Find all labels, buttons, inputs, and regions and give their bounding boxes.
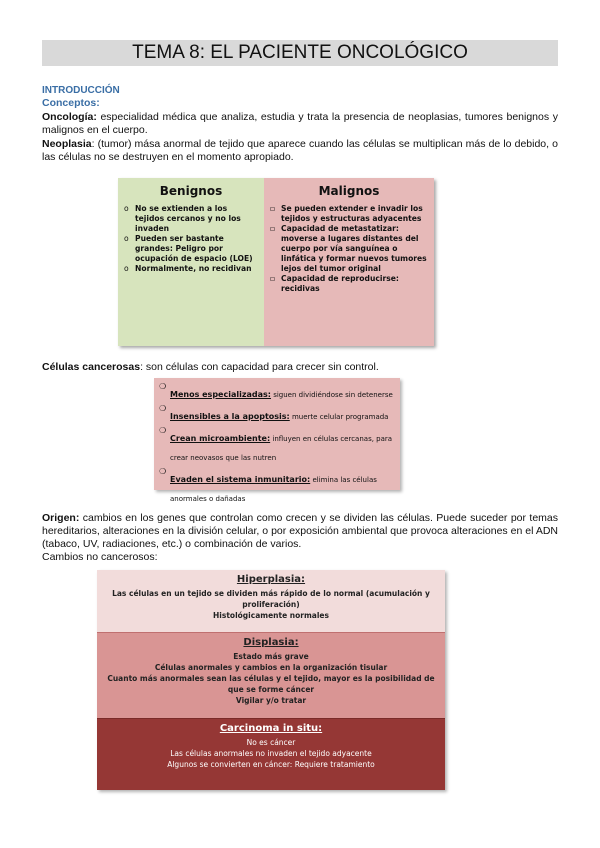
displasia-line: Células anormales y cambios en la organización tisular xyxy=(154,663,388,672)
page-title: TEMA 8: EL PACIENTE ONCOLÓGICO xyxy=(42,40,558,66)
benignos-item: o No se extienden a los tejidos cercanos y no los invaden xyxy=(124,204,241,233)
displasia-line: Vigilar y/o tratar xyxy=(235,696,307,705)
benign-malignant-table xyxy=(118,178,434,346)
section-heading-introduccion: INTRODUCCIÓN xyxy=(42,85,120,96)
paragraph-neoplasia xyxy=(42,138,558,164)
malignos-item: ▫ Capacidad de reproducirse: recidivas xyxy=(270,274,399,293)
square-bullet-icon: ▫ xyxy=(270,224,276,233)
displasia-title: Displasia: xyxy=(243,637,299,648)
displasia-line: Cuanto más anormales sean las células y el tejido, mayor es la posibilidad de que se forme cáncer xyxy=(107,674,435,694)
cancer-cell-feature: ❍ Crean microambiente: influyen en células cercanas, para crear neovasos que las nutren xyxy=(159,426,393,462)
displasia-line: Estado más grave xyxy=(233,652,309,661)
hiperplasia-line: Las células en un tejido se dividen más rápido de lo normal (acumulación y proliferación) xyxy=(112,589,430,609)
benignos-item: o Normalmente, no recidivan xyxy=(124,264,252,273)
paragraph-origen xyxy=(42,512,558,551)
carcinoma-in-situ-title: Carcinoma in situ: xyxy=(219,723,323,734)
hiperplasia-title: Hiperplasia: xyxy=(236,574,306,585)
malignos-column xyxy=(264,178,434,346)
paragraph-oncologia xyxy=(42,111,558,137)
definition-oncologia: especialidad médica que analiza, estudia y trata la presencia de neoplasias, tumores benignos y malignos en el cuerpo. xyxy=(42,111,558,136)
paragraph-celulas-cancerosas xyxy=(42,361,558,374)
definition-celulas-cancerosas: : son células con capacidad para crecer sin control. xyxy=(140,361,379,373)
circle-bullet-icon: o xyxy=(124,204,129,213)
carcinoma-in-situ-line: No es cáncer xyxy=(246,738,296,747)
hiperplasia-line: Histológicamente normales xyxy=(213,611,329,620)
bullet-icon: ❍ xyxy=(159,382,167,391)
cancer-cell-feature: ❍ Menos especializadas: siguen dividiéndose sin detenerse xyxy=(159,382,393,399)
benignos-title: Benignos xyxy=(159,184,223,198)
cambios-label: Cambios no cancerosos: xyxy=(42,551,158,563)
carcinoma-in-situ-line: Las células anormales no invaden el tejido adyacente xyxy=(170,749,372,758)
bullet-icon: ❍ xyxy=(159,404,167,413)
term-neoplasia: Neoplasia xyxy=(42,138,92,150)
definition-neoplasia: : (tumor) mása anormal de tejido que aparece cuando las células se multiplican más de lo debido, o las células no se destruyen en el momento apropiado. xyxy=(42,138,558,163)
subheading-conceptos: Conceptos: xyxy=(42,97,100,109)
displasia-block xyxy=(97,632,445,718)
cancer-cell-feature: ❍ Evaden el sistema inmunitario: elimina las células anormales o dañadas xyxy=(159,467,377,503)
cancer-cells-box xyxy=(154,378,400,503)
benignos-column xyxy=(118,178,264,346)
benignos-item: o Pueden ser bastante grandes: Peligro por ocupación de espacio (LOE) xyxy=(124,234,253,263)
cancer-cell-feature: ❍ Insensibles a la apoptosis: muerte celular programada xyxy=(159,404,389,421)
square-bullet-icon: ▫ xyxy=(270,274,276,283)
malignos-title: Malignos xyxy=(318,184,380,198)
bullet-icon: ❍ xyxy=(159,426,167,435)
term-oncologia: Oncología: xyxy=(42,111,97,123)
term-celulas-cancerosas: Células cancerosas xyxy=(42,361,141,373)
circle-bullet-icon: o xyxy=(124,234,129,243)
hiperplasia-block xyxy=(97,570,445,632)
malignos-item: ▫ Capacidad de metastatizar: moverse a lugares distantes del cuerpo por vía sanguínea o linfática y formar nuevos tumores lejos del tumor original xyxy=(270,224,427,273)
bullet-icon: ❍ xyxy=(159,467,167,476)
carcinoma-in-situ-line: Algunos se convierten en cáncer: Requiere tratamiento xyxy=(167,760,375,769)
square-bullet-icon: ▫ xyxy=(270,204,276,213)
term-origen: Origen: xyxy=(42,512,80,524)
non-cancerous-changes-table xyxy=(97,570,445,790)
malignos-item: ▫ Se pueden extender e invadir los tejidos y estructuras adyacentes xyxy=(270,204,423,223)
definition-origen: cambios en los genes que controlan como crecen y se dividen las células. Puede suceder por temas hereditarios, alteraciones en la división celular, o por exposición ambiental que provoca alteraciones en el ADN (tabaco, UV, radiaciones, etc.) o combinación de varios. xyxy=(42,512,558,550)
carcinoma-in-situ-block xyxy=(97,718,445,790)
circle-bullet-icon: o xyxy=(124,264,129,273)
